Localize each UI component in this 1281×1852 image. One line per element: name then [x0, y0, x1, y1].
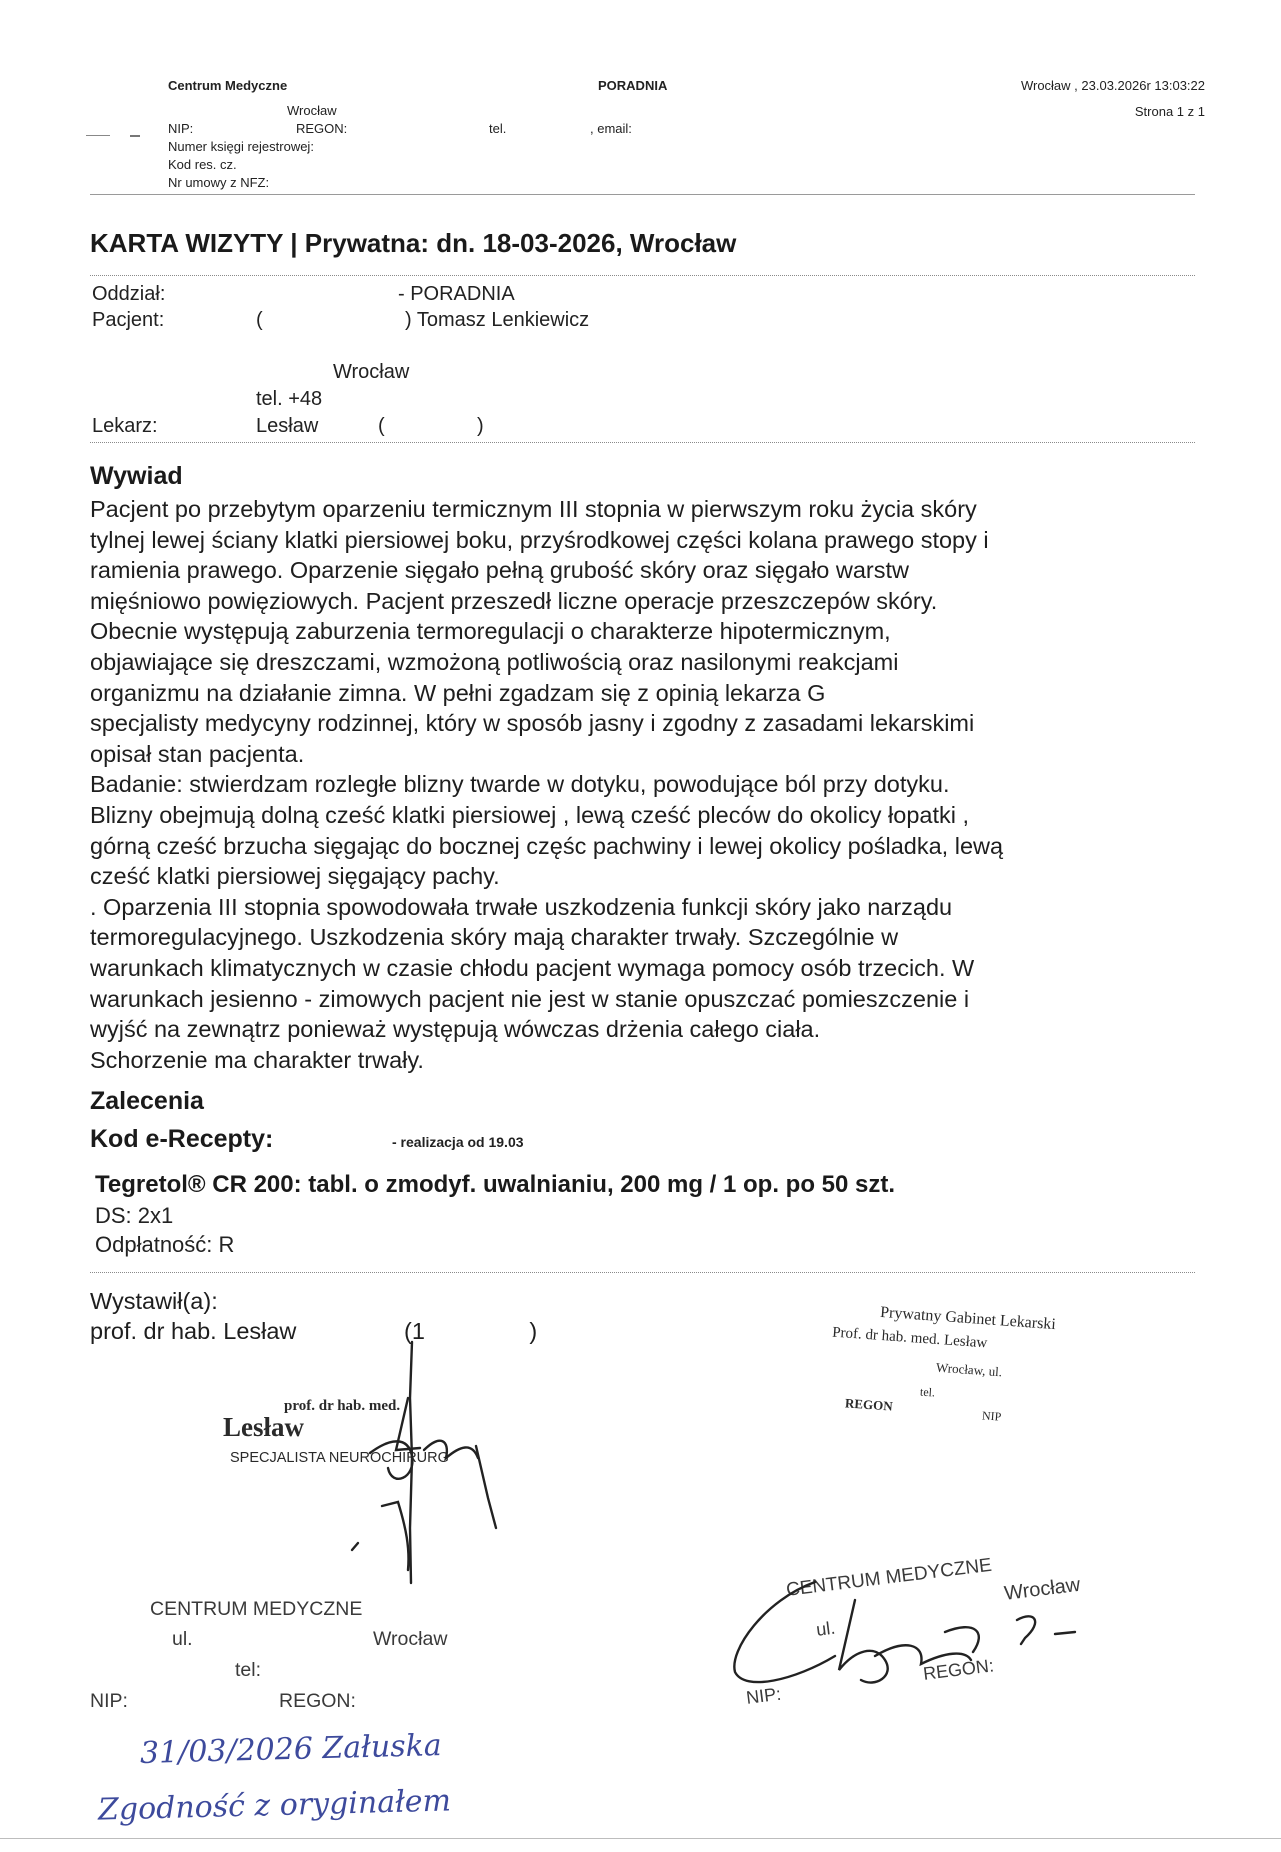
patient-label: Pacjent:: [92, 309, 165, 331]
header-divider: [90, 194, 1195, 195]
center-stamp-left-nip: NIP:: [90, 1690, 128, 1712]
interview-line: specjalisty medycyny rodzinnej, który w sposób jasny i zgodny z zasadami lekarskimi: [90, 710, 975, 737]
doctor-signature: [300, 1338, 500, 1588]
erecipe-note: - realizacja od 19.03: [392, 1134, 524, 1150]
doctor-label: Lekarz:: [92, 415, 158, 437]
center-stamp-left-city: Wrocław: [373, 1628, 448, 1650]
clinic-regon-label: REGON:: [296, 121, 348, 136]
patient-tel: tel. +48: [256, 388, 323, 410]
header-place-date: Wrocław , 23.03.2026r 13:03:22: [1020, 78, 1205, 93]
interview-line: organizmu na działanie zimna. W pełni zgadzam się z opinią lekarza G: [90, 679, 826, 706]
interview-line: ramienia prawego. Oparzenie sięgało pełną grubość skóry oraz sięgało warstw: [90, 557, 910, 584]
interview-line: Obecnie występują zaburzenia termoregulacji o charakterze hipotermicznym,: [90, 618, 891, 645]
patient-city: Wrocław: [333, 361, 410, 383]
department-label: Oddział:: [92, 283, 166, 305]
header-page-number: Strona 1 z 1: [1134, 104, 1205, 119]
interview-line: objawiające się dreszczami, wzmożoną potliwością oraz nasilonymi reakcjami: [90, 648, 899, 675]
clinic-logo-mark-dot: [130, 135, 140, 137]
handwritten-date-note: 31/03/2026 Załuska: [139, 1728, 443, 1771]
clinic-register-label: Numer księgi rejestrowej:: [168, 139, 314, 154]
interview-line: termoregulacyjnego. Uszkodzenia skóry mają charakter trwały. Szczególnie w: [90, 924, 899, 951]
issuer-name: prof. dr hab. Lesław: [90, 1318, 297, 1344]
interview-line: opisał stan pacjenta.: [90, 740, 305, 767]
interview-heading: Wywiad: [90, 462, 183, 490]
clinic-res-code-label: Kod res. cz.: [168, 157, 237, 172]
center-stamp-right-street: ul.: [815, 1617, 837, 1640]
center-stamp-right-city: Wrocław: [1003, 1573, 1082, 1605]
doctor-stamp-name: Lesław: [223, 1412, 304, 1442]
interview-line: górną cześć brzucha sięgając do bocznej częśc pachwiny i lewej okolicy pośladka, lewą: [90, 832, 1004, 859]
recommendations-heading: Zalecenia: [90, 1087, 204, 1115]
handwritten-certification: Zgodność z oryginałem: [97, 1783, 452, 1828]
clinic-tel-label: tel.: [489, 121, 507, 136]
private-stamp-doctor: Prof. dr hab. med. Lesław: [831, 1324, 988, 1352]
interview-line: Badanie: stwierdzam rozległe blizny twarde w dotyku, powodujące ból przy dotyku.: [90, 771, 950, 798]
issuer-id: (1 ): [404, 1318, 538, 1344]
drug-payment: Odpłatność: R: [95, 1232, 235, 1257]
private-stamp-tel: tel.: [919, 1384, 936, 1400]
clinic-email-label: , email:: [590, 121, 632, 136]
doctor-stamp-title: prof. dr hab. med.: [284, 1398, 401, 1414]
interview-line: warunkach klimatycznych w czasie chłodu pacjent wymaga pomocy osób trzecich. W: [90, 954, 975, 981]
center-stamp-right-name: CENTRUM MEDYCZNE: [785, 1554, 993, 1601]
scan-bottom-edge: [0, 1838, 1281, 1839]
interview-line: Pacjent po przebytym oparzeniu termicznym III stopnia w pierwszym roku życia skóry: [90, 496, 977, 522]
issuer-label: Wystawił(a):: [90, 1288, 218, 1314]
doctor-stamp-specialty: SPECJALISTA NEUROCHIRURG: [230, 1450, 449, 1466]
center-stamp-right-regon: REGON:: [922, 1655, 995, 1684]
private-stamp-title: Prywatny Gabinet Lekarski: [879, 1303, 1057, 1334]
clinic-nip-label: NIP:: [168, 121, 194, 136]
center-stamp-left-street: ul.: [172, 1628, 193, 1650]
patient-id-open: (: [256, 309, 263, 331]
private-stamp-nip: NIP: [981, 1408, 1002, 1424]
interview-line: . Oparzenia III stopnia spowodowała trwałe uszkodzenia funkcji skóry jako narządu: [90, 893, 953, 920]
interview-line: wyjść na zewnątrz ponieważ występują wówczas drżenia całego ciała.: [90, 1016, 821, 1043]
interview-line: Schorzenie ma charakter trwały.: [90, 1046, 424, 1073]
doctor-name: Lesław: [256, 415, 319, 437]
erecipe-label: Kod e-Recepty:: [90, 1125, 274, 1153]
patient-name: ) Tomasz Lenkiewicz: [405, 309, 590, 331]
drug-dosage: DS: 2x1: [95, 1203, 174, 1228]
doctor-id-close: ): [477, 415, 484, 437]
header-department: PORADNIA: [598, 78, 668, 93]
title-divider: [90, 275, 1195, 276]
interview-line: mięśniowo powięziowych. Pacjent przeszedł liczne operacje przeszczepów skóry.: [90, 587, 938, 614]
document-title: KARTA WIZYTY | Prywatna: dn. 18-03-2026, Wrocław: [90, 228, 737, 258]
doctor-id-open: (: [378, 415, 385, 437]
interview-body: [90, 494, 1220, 1075]
center-signature: [725, 1560, 1095, 1700]
drug-name: Tegretol® CR 200: tabl. o zmodyf. uwalnianiu, 200 mg / 1 op. po 50 szt.: [95, 1171, 896, 1198]
center-stamp-left-tel: tel:: [235, 1659, 262, 1681]
clinic-name: Centrum Medyczne: [168, 78, 288, 93]
visit-divider: [90, 442, 1195, 443]
interview-line: cześć klatki piersiowej sięgający pachy.: [90, 863, 500, 890]
center-stamp-left-name: CENTRUM MEDYCZNE: [150, 1598, 363, 1620]
department-value: - PORADNIA: [398, 283, 515, 305]
clinic-nfz-label: Nr umowy z NFZ:: [168, 175, 270, 190]
interview-line: warunkach jesienno - zimowych pacjent nie jest w stanie opuszczać pomieszczenie i: [90, 985, 970, 1012]
private-stamp-regon: REGON: [844, 1395, 894, 1414]
interview-line: tylnej lewej ściany klatki piersiowej boku, przyśrodkowej części kolana prawego stopy i: [90, 526, 989, 553]
clinic-city: Wrocław: [287, 103, 337, 118]
center-stamp-left-regon: REGON:: [279, 1690, 356, 1712]
clinic-logo-mark: [86, 135, 110, 136]
center-stamp-right-nip: NIP:: [745, 1683, 783, 1708]
private-stamp-address: Wrocław, ul.: [935, 1359, 1003, 1380]
interview-line: Blizny obejmują dolną cześć klatki piersiowej , lewą cześć pleców do okolicy łopatki ,: [90, 801, 970, 828]
prescription-divider: [90, 1272, 1195, 1273]
